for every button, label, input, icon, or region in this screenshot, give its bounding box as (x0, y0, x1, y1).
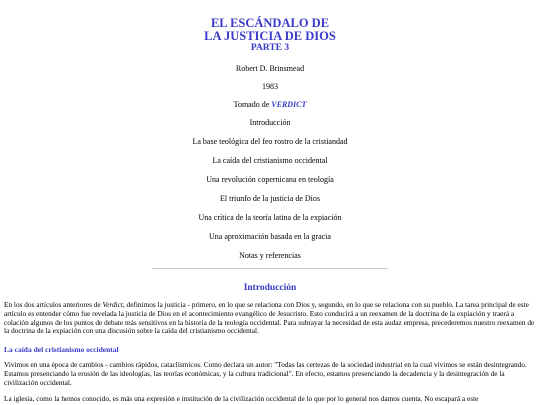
source-line (0, 100, 540, 109)
section-heading-introduccion: Introducción (243, 283, 297, 293)
toc-item-triunfo[interactable]: El triunfo de la justicia de Dios (220, 194, 320, 203)
toc-item-introduccion[interactable]: Introducción (249, 118, 291, 127)
year: 1983 (262, 82, 278, 91)
divider (152, 268, 388, 269)
source-prefix: Tomado de (233, 100, 270, 109)
toc-item-notas[interactable]: Notas y referencias (239, 251, 301, 260)
toc-item-base-teologica[interactable]: La base teológica del feo rostro de la cristiandad (192, 137, 348, 146)
author: Robert D. Brinsmead (235, 64, 305, 73)
intro-text-end: , definimos la justicia - primero, en lo que se relaciona con Dios y, segundo, en lo que se relaciona con su pueblo. La tarea principal de este artículo es entender cómo fue revelada la justicia de Dios en el acontecimiento evangélico de Jesucristo. Esto conducirá a un reexamen de la doctrina de la expiación y traerá a colación algunos de los puntos de debate más sensitivos en la historia de la teología occidental. Para subrayar la necesidad de esta audaz empresa, precederemos nuestro reexamen de la doctrina de la expiación con una discusión sobre la caída del cristianismo occidental. (4, 300, 535, 336)
intro-paragraph (4, 301, 536, 336)
part-label: PARTE 3 (250, 43, 290, 53)
section-heading-caida: La caída del cristianismo occidental (4, 345, 119, 355)
table-of-contents (0, 118, 540, 260)
toc-item-critica[interactable]: Una crítica de la teoría latina de la expiación (198, 213, 342, 222)
title-line-2: LA JUSTICIA DE DIOS (204, 29, 336, 43)
intro-text-em: Verdict (102, 300, 123, 309)
title-line-1: EL ESCÁNDALO DE (210, 16, 330, 30)
source-link[interactable]: VERDICT (271, 100, 307, 109)
intro-text-start: En los dos artículos anteriores de (4, 300, 103, 309)
section2-paragraph: Vivimos en una época de cambios - cambios rápidos, cataclísmicos. Como declara un autor: "Todas las certezas de la sociedad industrial en la cual vivimos se están desintegrando. Estamos presenciando la erosión de las ideologías, las teorías económicas, y la cultura tradicional". En efecto, estamos presenciando la decadencia y la desintegración de la civilización occidental. (4, 360, 527, 387)
section3-paragraph: La iglesia, como la hemos conocido, es más una expresión e institución de la civilización occidental de lo que por lo general nos damos cuenta. No escapará a este (4, 393, 479, 403)
toc-item-revolucion[interactable]: Una revolución copernicana en teología (206, 175, 334, 184)
toc-item-aproximacion[interactable]: Una aproximación basada en la gracia (209, 232, 331, 241)
toc-item-caida[interactable]: La caída del cristianismo occidental (212, 156, 328, 165)
